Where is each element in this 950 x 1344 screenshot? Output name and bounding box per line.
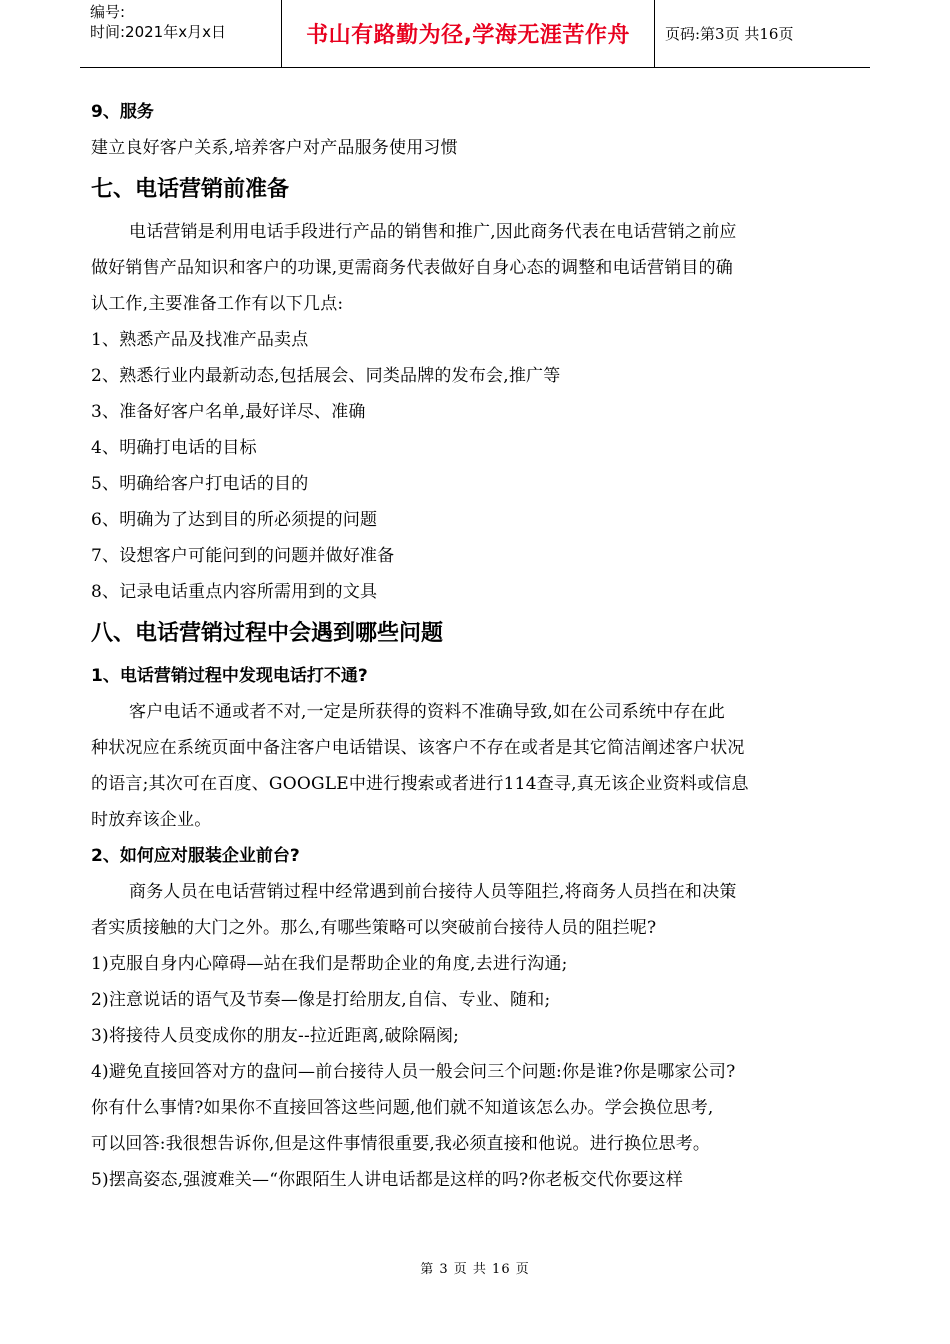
header-page-cell [655,0,870,67]
paragraph-line: 认工作,主要准备工作有以下几点: [91,294,344,314]
paragraph-line: 种状况应在系统页面中备注客户电话错误、该客户不存在或者是其它简洁阐述客户状况 [91,738,745,758]
list-item: 8、记录电话重点内容所需用到的文具 [91,582,378,602]
header-motto-cell [282,0,655,67]
list-item: 5、明确给客户打电话的目的 [91,474,309,494]
list-item: 5)摆高姿态,强渡难关—“你跟陌生人讲电话都是这样的吗?你老板交代你要这样 [91,1170,684,1190]
list-item: 3、准备好客户名单,最好详尽、准确 [91,402,366,422]
paragraph-line: 商务人员在电话营销过程中经常遇到前台接待人员等阻拦,将商务人员挡在和决策 [129,882,737,902]
paragraph-line: 电话营销是利用电话手段进行产品的销售和推广,因此商务代表在电话营销之前应 [129,222,737,242]
document-body [91,94,870,1198]
header-meta-cell [80,0,282,67]
list-item: 7、设想客户可能问到的问题并做好准备 [91,546,395,566]
list-item: 4)避免直接回答对方的盘问—前台接待人员一般会问三个问题:你是谁?你是哪家公司? [91,1062,736,1082]
paragraph-line: 时放弃该企业。 [91,810,212,830]
paragraph-line: 客户电话不通或者不对,一定是所获得的资料不准确导致,如在公司系统中存在此 [129,702,726,722]
list-item: 你有什么事情?如果你不直接回答这些问题,他们就不知道该怎么办。学会换位思考, [91,1098,714,1118]
list-item: 1、熟悉产品及找准产品卖点 [91,330,309,350]
question-2-title: 2、如何应对服装企业前台? [91,846,300,866]
page-info: 页码:第3页 共16页 [665,25,794,43]
paragraph-line: 者实质接触的大门之外。那么,有哪些策略可以突破前台接待人员的阻拦呢? [91,918,657,938]
section-9-title: 9、服务 [91,102,154,122]
page-footer: 第 3 页 共 16 页 [420,1262,530,1277]
question-1-title: 1、电话营销过程中发现电话打不通? [91,666,368,686]
page-header [80,0,870,68]
list-item: 6、明确为了达到目的所必须提的问题 [91,510,378,530]
list-item: 3)将接待人员变成你的朋友--拉近距离,破除隔阂; [91,1026,460,1046]
number-label: 编号: [90,3,126,21]
section-8-title: 八、电话营销过程中会遇到哪些问题 [91,621,444,646]
list-item: 可以回答:我很想告诉你,但是这件事情很重要,我必须直接和他说。进行换位思考。 [91,1134,711,1154]
list-item: 1)克服自身内心障碍—站在我们是帮助企业的角度,去进行沟通; [91,954,568,974]
time-label: 时间:2021年x月x日 [90,23,226,41]
paragraph-line: 的语言;其次可在百度、GOOGLE中进行搜索或者进行114查寻,真无该企业资料或信息 [91,774,749,794]
list-item: 2、熟悉行业内最新动态,包括展会、同类品牌的发布会,推广等 [91,366,561,386]
motto-text: 书山有路勤为径,学海无涯苦作舟 [306,23,630,48]
section-7-title: 七、电话营销前准备 [91,177,290,202]
section-9-text: 建立良好客户关系,培养客户对产品服务使用习惯 [91,138,458,158]
list-item: 4、明确打电话的目标 [91,438,257,458]
list-item: 2)注意说话的语气及节奏—像是打给朋友,自信、专业、随和; [91,990,551,1010]
paragraph-line: 做好销售产品知识和客户的功课,更需商务代表做好自身心态的调整和电话营销目的确 [91,258,734,278]
